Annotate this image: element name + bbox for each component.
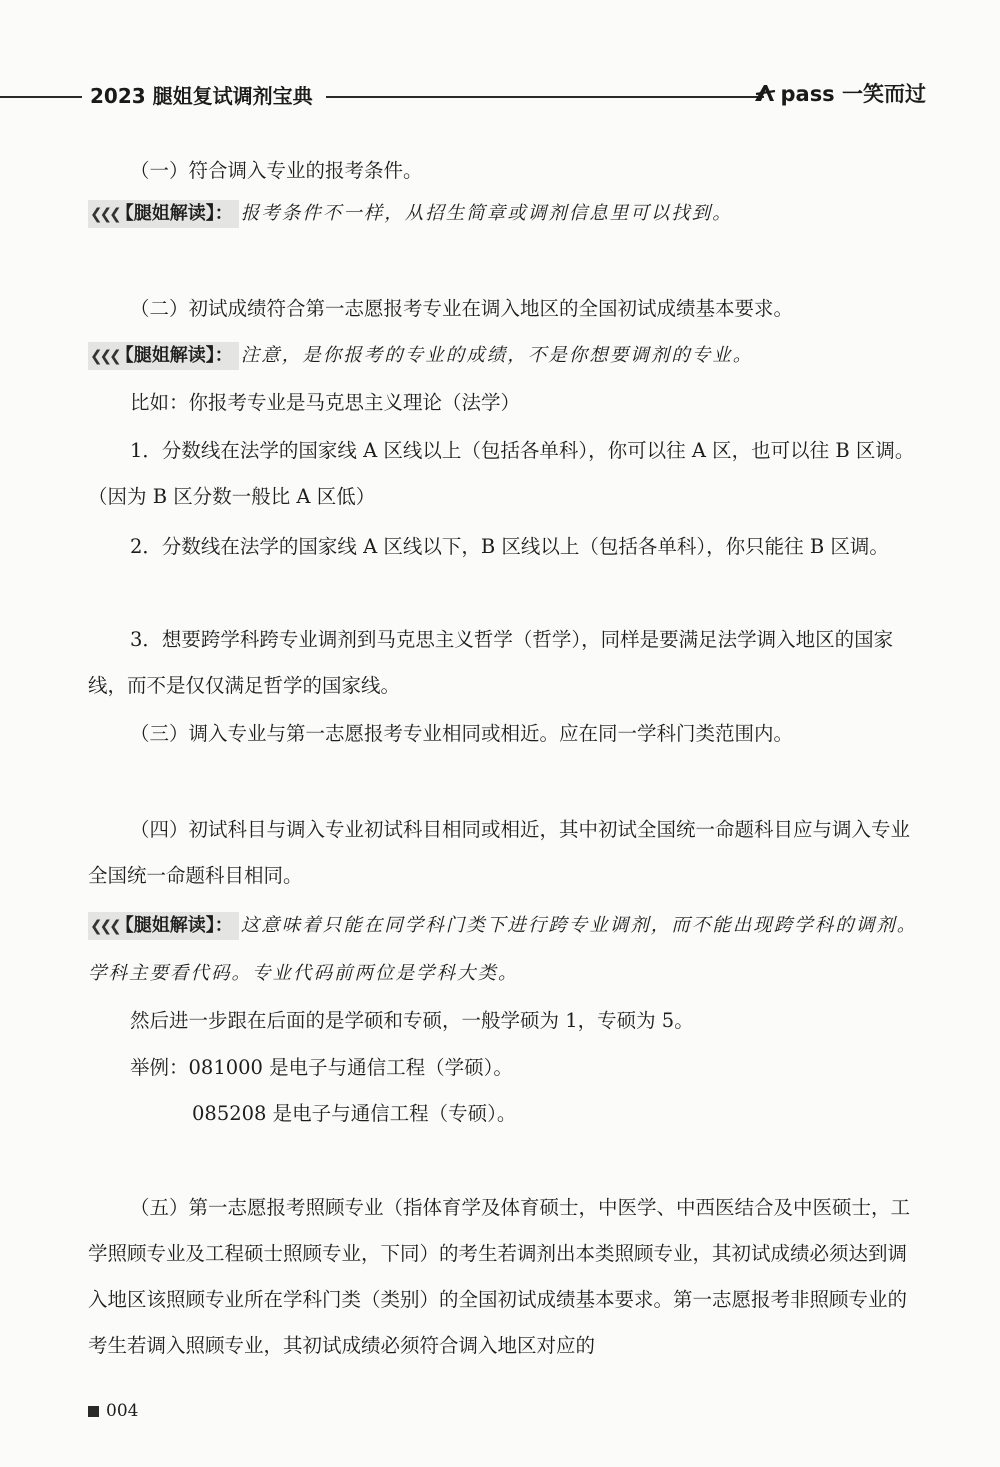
degree-note: 然后进一步跟在后面的是学硕和专硕，一般学硕为 1，专硕为 5。	[130, 1009, 694, 1032]
brand-text: pass 一笑而过	[780, 82, 926, 106]
item-5: （五）第一志愿报考照顾专业（指体育学及体育硕士，中医学、中西医结合及中医硕士，工学照顾专业及工程硕士照顾专业，下同）的考生若调剂出本类照顾专业，其初试成绩必须达到调入地区该照顾专业所在学科门类（类别）的全国初试成绩基本要求。第一志愿报考非照顾专业的考生若调入照顾专业，其初试成绩必须符合调入地区对应的	[88, 1196, 911, 1357]
page-marker-icon	[88, 1406, 99, 1417]
code-example-1: 举例：081000 是电子与通信工程（学硕）。	[130, 1056, 513, 1079]
code-example-2: 085208 是电子与通信工程（专硕）。	[192, 1102, 517, 1125]
note-label: 【腿姐解读】：	[124, 203, 233, 224]
page-number: 004	[106, 1401, 139, 1421]
note-tag	[88, 342, 239, 370]
header-rule-right	[326, 96, 764, 98]
chevrons-icon: ❮❮❮	[90, 347, 119, 365]
page-header	[0, 78, 1000, 114]
example-3: 3．想要跨学科跨专业调剂到马克思主义哲学（哲学），同样是要满足法学调入地区的国家线，而不是仅仅满足哲学的国家线。	[88, 628, 894, 697]
note-1	[88, 190, 928, 238]
chevrons-icon: ❮❮❮	[90, 917, 119, 935]
note-1-text: 报考条件不一样，从招生简章或调剂信息里可以找到。	[240, 203, 733, 224]
example-1: 1．分数线在法学的国家线 A 区线以上（包括各单科），你可以往 A 区，也可以往 B 区调。（因为 B 区分数一般比 A 区低）	[88, 439, 915, 508]
note-tag	[88, 912, 239, 940]
brand-a-icon	[754, 83, 776, 103]
example-2: 2．分数线在法学的国家线 A 区线以下，B 区线以上（包括各单科），你只能往 B 区调。	[130, 535, 889, 558]
note-tag	[88, 200, 239, 228]
brand-logo	[754, 78, 926, 108]
example-intro: 比如：你报考专业是马克思主义理论（法学）	[130, 391, 521, 414]
note-2-text: 注意，是你报考的专业的成绩，不是你想要调剂的专业。	[240, 345, 754, 366]
note-4	[88, 902, 928, 998]
item-4: （四）初试科目与调入专业初试科目相同或相近，其中初试全国统一命题科目应与调入专业全国统一命题科目相同。	[88, 818, 911, 887]
header-rule-left	[0, 96, 82, 98]
chevrons-icon: ❮❮❮	[90, 205, 119, 223]
book-title: 2023 腿姐复试调剂宝典	[90, 84, 313, 108]
note-label: 【腿姐解读】：	[124, 345, 233, 366]
note-2	[88, 332, 928, 380]
item-3: （三）调入专业与第一志愿报考专业相同或相近。应在同一学科门类范围内。	[130, 722, 794, 745]
note-label: 【腿姐解读】：	[124, 915, 233, 936]
page-footer	[88, 1401, 138, 1421]
note-4-text: 这意味着只能在同学科门类下进行跨专业调剂，而不能出现跨学科的调剂。学科主要看代码。专业代码前两位是学科大类。	[88, 915, 918, 984]
item-2: （二）初试成绩符合第一志愿报考专业在调入地区的全国初试成绩基本要求。	[130, 297, 794, 320]
item-1: （一）符合调入专业的报考条件。	[130, 159, 423, 182]
